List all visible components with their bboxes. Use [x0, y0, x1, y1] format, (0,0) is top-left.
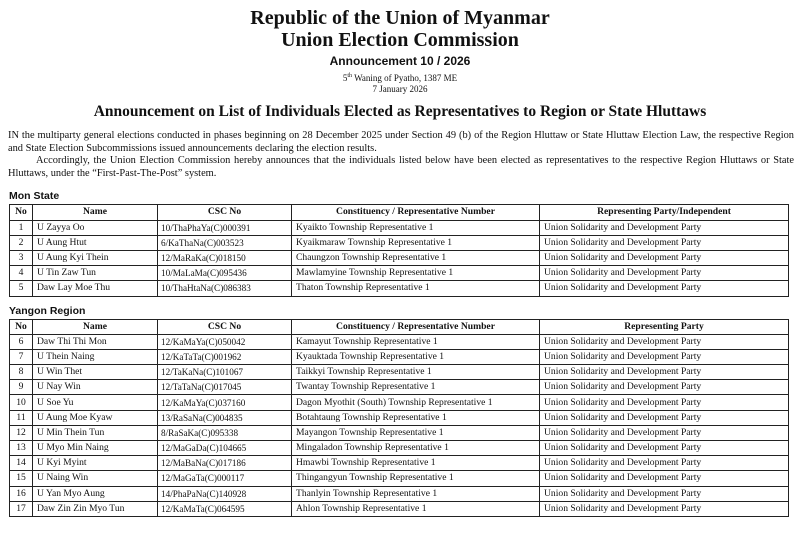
party: Union Solidarity and Development Party	[540, 349, 789, 364]
member-name: U Nay Win	[33, 380, 158, 395]
column-header: Name	[33, 205, 158, 220]
party: Union Solidarity and Development Party	[540, 395, 789, 410]
constituency: Taikkyi Township Representative 1	[292, 365, 540, 380]
party: Union Solidarity and Development Party	[540, 425, 789, 440]
party: Union Solidarity and Development Party	[540, 235, 789, 250]
document-title: Announcement on List of Individuals Elected as Representatives to Region or State Hluttaws	[93, 103, 707, 120]
member-name: U Yan Myo Aung	[33, 486, 158, 501]
party: Union Solidarity and Development Party	[540, 365, 789, 380]
row-number: 8	[10, 365, 33, 380]
member-name: U Aung Moe Kyaw	[33, 410, 158, 425]
constituency: Thanlyin Township Representative 1	[292, 486, 540, 501]
table-row	[10, 380, 789, 395]
row-number: 11	[10, 410, 33, 425]
member-name: U Kyi Myint	[33, 456, 158, 471]
member-name: U Tin Zaw Tun	[33, 266, 158, 281]
row-number: 3	[10, 250, 33, 265]
table-header-row	[10, 205, 789, 220]
constituency: Hmawbi Township Representative 1	[292, 456, 540, 471]
party: Union Solidarity and Development Party	[540, 380, 789, 395]
member-name: U Aung Kyi Thein	[33, 250, 158, 265]
column-header: Representing Party/Independent	[540, 205, 789, 220]
member-name: U Soe Yu	[33, 395, 158, 410]
csc-number: 8/RaSaKa(C)095338	[158, 425, 292, 440]
results-table	[9, 319, 789, 517]
party: Union Solidarity and Development Party	[540, 501, 789, 516]
csc-number: 14/PhaPaNa(C)140928	[158, 486, 292, 501]
member-name: U Thein Naing	[33, 349, 158, 364]
row-number: 15	[10, 471, 33, 486]
row-number: 9	[10, 380, 33, 395]
table-row	[10, 220, 789, 235]
date-day: 5	[342, 73, 348, 83]
party: Union Solidarity and Development Party	[540, 266, 789, 281]
table-row	[10, 250, 789, 265]
constituency: Dagon Myothit (South) Township Representative 1	[292, 395, 540, 410]
csc-number: 12/KaMaTa(C)064595	[158, 501, 292, 516]
csc-number: 13/RaSaNa(C)004835	[158, 410, 292, 425]
date-gregorian: 7 January 2026	[372, 83, 428, 94]
column-header: No	[10, 205, 33, 220]
column-header: Constituency / Representative Number	[292, 205, 540, 220]
csc-number: 10/MaLaMa(C)095436	[158, 266, 292, 281]
member-name: U Win Thet	[33, 365, 158, 380]
row-number: 14	[10, 456, 33, 471]
row-number: 12	[10, 425, 33, 440]
party: Union Solidarity and Development Party	[540, 456, 789, 471]
csc-number: 10/ThaPhaYa(C)000391	[158, 220, 292, 235]
csc-number: 12/MaBaNa(C)017186	[158, 456, 292, 471]
date-suffix: th	[347, 73, 353, 79]
constituency: Thaton Township Representative 1	[292, 281, 540, 296]
constituency: Mawlamyine Township Representative 1	[292, 266, 540, 281]
csc-number: 12/KaMaYa(C)050042	[158, 334, 292, 349]
party: Union Solidarity and Development Party	[540, 471, 789, 486]
row-number: 4	[10, 266, 33, 281]
party: Union Solidarity and Development Party	[540, 281, 789, 296]
constituency: Twantay Township Representative 1	[292, 380, 540, 395]
constituency: Mayangon Township Representative 1	[292, 425, 540, 440]
constituency: Kyauktada Township Representative 1	[292, 349, 540, 364]
party: Union Solidarity and Development Party	[540, 410, 789, 425]
constituency: Ahlon Township Representative 1	[292, 501, 540, 516]
table-row	[10, 456, 789, 471]
table-row	[10, 410, 789, 425]
section-heading: Yangon Region	[9, 304, 86, 317]
party: Union Solidarity and Development Party	[540, 441, 789, 456]
table-row	[10, 441, 789, 456]
csc-number: 12/KaMaYa(C)037160	[158, 395, 292, 410]
date-myanmar	[0, 71, 800, 84]
intro-paragraph-2: Accordingly, the Union Election Commission hereby announces that the individuals listed below have been elected as representatives to the respective Region Hluttaws or State Hluttaws, under the “First-Past-The-Post” system.	[8, 155, 794, 179]
constituency: Kyaikmaraw Township Representative 1	[292, 235, 540, 250]
table-row	[10, 501, 789, 516]
document-header	[0, 0, 800, 94]
results-sections	[0, 190, 800, 517]
csc-number: 12/MaGaTa(C)000117	[158, 471, 292, 486]
constituency: Thingangyun Township Representative 1	[292, 471, 540, 486]
table-header-row	[10, 319, 789, 334]
table-row	[10, 471, 789, 486]
csc-number: 12/KaTaTa(C)001962	[158, 349, 292, 364]
row-number: 13	[10, 441, 33, 456]
column-header: Representing Party	[540, 319, 789, 334]
announcement-number: Announcement 10 / 2026	[329, 54, 471, 68]
header-country: Republic of the Union of Myanmar	[250, 7, 550, 29]
member-name: U Myo Min Naing	[33, 441, 158, 456]
table-row	[10, 395, 789, 410]
member-name: U Aung Htut	[33, 235, 158, 250]
row-number: 5	[10, 281, 33, 296]
csc-number: 12/MaGaDa(C)104665	[158, 441, 292, 456]
csc-number: 10/ThaHtaNa(C)086383	[158, 281, 292, 296]
intro-text	[8, 130, 794, 180]
csc-number: 12/MaRaKa(C)018150	[158, 250, 292, 265]
member-name: U Naing Win	[33, 471, 158, 486]
table-row	[10, 365, 789, 380]
row-number: 6	[10, 334, 33, 349]
csc-number: 12/TaTaNa(C)017045	[158, 380, 292, 395]
constituency: Kyaikto Township Representative 1	[292, 220, 540, 235]
row-number: 16	[10, 486, 33, 501]
table-row	[10, 425, 789, 440]
date-rest: Waning of Pyatho, 1387 ME	[352, 73, 458, 83]
constituency: Chaungzon Township Representative 1	[292, 250, 540, 265]
row-number: 10	[10, 395, 33, 410]
party: Union Solidarity and Development Party	[540, 250, 789, 265]
row-number: 7	[10, 349, 33, 364]
member-name: Daw Zin Zin Myo Tun	[33, 501, 158, 516]
row-number: 2	[10, 235, 33, 250]
member-name: Daw Thi Thi Mon	[33, 334, 158, 349]
column-header: Constituency / Representative Number	[292, 319, 540, 334]
table-row	[10, 486, 789, 501]
constituency: Botahtaung Township Representative 1	[292, 410, 540, 425]
member-name: U Min Thein Tun	[33, 425, 158, 440]
row-number: 1	[10, 220, 33, 235]
section-heading: Mon State	[9, 190, 60, 203]
column-header: CSC No	[158, 205, 292, 220]
header-commission: Union Election Commission	[281, 29, 519, 51]
party: Union Solidarity and Development Party	[540, 334, 789, 349]
csc-number: 6/KaThaNa(C)003523	[158, 235, 292, 250]
intro-paragraph-1: IN the multiparty general elections conducted in phases beginning on 28 December 2025 under Section 49 (b) of the Region Hluttaw or State Hluttaw Election Law, the respective Region and State Election Subcommissions issued announcements declaring the election results.	[8, 130, 794, 154]
csc-number: 12/TaKaNa(C)101067	[158, 365, 292, 380]
party: Union Solidarity and Development Party	[540, 220, 789, 235]
member-name: U Zayya Oo	[33, 220, 158, 235]
results-table	[9, 204, 789, 296]
table-row	[10, 349, 789, 364]
row-number: 17	[10, 501, 33, 516]
column-header: Name	[33, 319, 158, 334]
column-header: No	[10, 319, 33, 334]
constituency: Mingaladon Township Representative 1	[292, 441, 540, 456]
member-name: Daw Lay Moe Thu	[33, 281, 158, 296]
table-row	[10, 334, 789, 349]
table-row	[10, 281, 789, 296]
table-row	[10, 266, 789, 281]
column-header: CSC No	[158, 319, 292, 334]
table-row	[10, 235, 789, 250]
party: Union Solidarity and Development Party	[540, 486, 789, 501]
constituency: Kamayut Township Representative 1	[292, 334, 540, 349]
